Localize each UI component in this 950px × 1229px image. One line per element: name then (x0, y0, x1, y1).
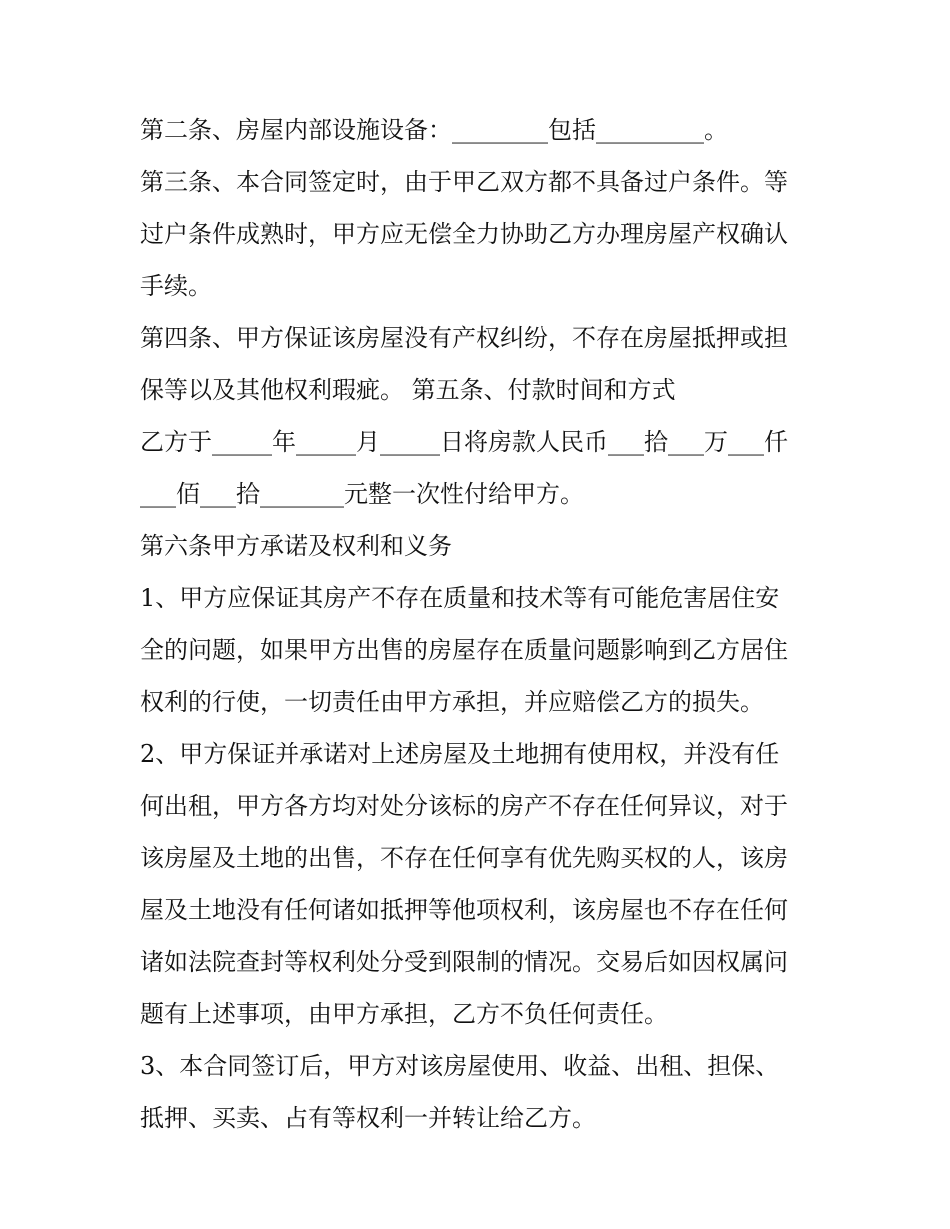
text-line-article-6-heading: 第六条甲方承诺及权利和义务 (140, 532, 452, 560)
text-line-article-3-part-1: 第三条、本合同签定时，由于甲乙双方都不具备过户条件。等 (140, 168, 788, 196)
text-line-item-1-part-1: 1、甲方应保证其房产不存在质量和技术等有可能危害居住安 (140, 584, 780, 612)
text-line-item-3-part-1: 3、本合同签订后，甲方对该房屋使用、收益、出租、担保、 (140, 1052, 780, 1080)
text-line-item-2-part-1: 2、甲方保证并承诺对上述房屋及土地拥有使用权，并没有任 (140, 740, 780, 768)
text-line-article-4-part-1: 第四条、甲方保证该房屋没有产权纠纷，不存在房屋抵押或担 (140, 324, 788, 352)
text-line-item-2-part-2: 何出租，甲方各方均对处分该标的房产不存在任何异议，对于 (140, 792, 788, 820)
text-line-item-2-part-4: 屋及土地没有任何诸如抵押等他项权利，该房屋也不存在任何 (140, 896, 788, 924)
text-line-article-2: 第二条、房屋内部设施设备：________包括_________。 (140, 116, 728, 144)
contract-text-body (140, 104, 820, 1144)
text-line-article-4-5: 保等以及其他权利瑕疵。 第五条、付款时间和方式 (140, 376, 676, 404)
text-line-item-1-part-2: 全的问题，如果甲方出售的房屋存在质量问题影响到乙方居住 (140, 636, 788, 664)
text-line-payment-date: 乙方于_____年_____月_____日将房款人民币___拾___万___仟 (140, 428, 788, 456)
text-line-item-3-part-2: 抵押、买卖、占有等权利一并转让给乙方。 (140, 1104, 596, 1132)
text-line-item-2-part-3: 该房屋及土地的出售，不存在任何享有优先购买权的人，该房 (140, 844, 788, 872)
text-line-item-2-part-5: 诸如法院查封等权利处分受到限制的情况。交易后如因权属问 (140, 948, 788, 976)
text-line-item-2-part-6: 题有上述事项，由甲方承担，乙方不负任何责任。 (140, 1000, 668, 1028)
text-line-payment-amount: ___佰___拾_______元整一次性付给甲方。 (140, 480, 584, 508)
text-line-article-3-part-3: 手续。 (140, 272, 212, 300)
text-line-article-3-part-2: 过户条件成熟时，甲方应无偿全力协助乙方办理房屋产权确认 (140, 220, 788, 248)
text-line-item-1-part-3: 权利的行使，一切责任由甲方承担，并应赔偿乙方的损失。 (140, 688, 764, 716)
